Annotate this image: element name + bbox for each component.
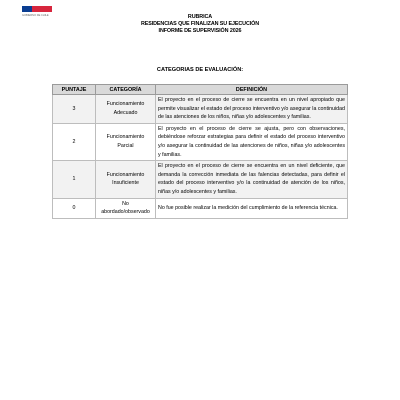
table-row bbox=[53, 198, 348, 218]
definition-cell: El proyecto en el proceso de cierre se ajusta, pero con observaciones, debiéndose reforzar estrategias para definir el estado del proceso interventivo y/o asegurar la continuidad de las atenciones de niños, niñas y/o adolescentes y familias. bbox=[156, 123, 348, 160]
definition-cell: No fue posible realizar la medición del cumplimiento de la referencia técnica. bbox=[156, 198, 348, 218]
category-cell: Funcionamiento Parcial bbox=[96, 123, 156, 160]
definition-cell: El proyecto en el proceso de cierre se encuentra en un nivel apropiado que permite visualizar el estado del proceso interventivo y/o asegurar la continuidad de las atenciones de los niños, niñas y/o adolescentes y familias. bbox=[156, 95, 348, 124]
score-cell: 1 bbox=[53, 161, 96, 198]
score-cell: 2 bbox=[53, 123, 96, 160]
header-line-1: RUBRICA bbox=[187, 14, 213, 20]
table-row bbox=[53, 161, 348, 198]
table-row bbox=[53, 123, 348, 160]
header-category: CATEGORÍA bbox=[96, 85, 156, 95]
header-line-3: INFORME DE SUPERVISIÓN 2026 bbox=[158, 28, 242, 34]
header-definition: DEFINICIÓN bbox=[156, 85, 348, 95]
category-cell: Funcionamiento Insuficiente bbox=[96, 161, 156, 198]
header-score: PUNTAJE bbox=[53, 85, 96, 95]
header-line-2: RESIDENCIAS QUE FINALIZAN SU EJECUCIÓN bbox=[140, 21, 260, 27]
evaluation-table bbox=[52, 84, 348, 219]
category-cell: Funcionamiento Adecuado bbox=[96, 95, 156, 124]
document-header bbox=[0, 14, 400, 35]
table-header-row bbox=[53, 85, 348, 95]
section-title: CATEGORIAS DE EVALUACIÓN: bbox=[156, 67, 244, 73]
category-cell: No abordado/observado bbox=[96, 198, 156, 218]
definition-cell: El proyecto en el proceso de cierre se encuentra en un nivel deficiente, que demanda la corrección inmediata de las falencias detectadas, para definir el estado del proceso interventivo y/o la continuidad de atención de los niños, niñas y/o adolescentes y familias. bbox=[156, 161, 348, 198]
score-cell: 0 bbox=[53, 198, 96, 218]
score-cell: 3 bbox=[53, 95, 96, 124]
logo-text: GOBIERNO DE CHILE bbox=[22, 14, 49, 17]
flag-bar bbox=[22, 6, 52, 12]
table-row bbox=[53, 95, 348, 124]
